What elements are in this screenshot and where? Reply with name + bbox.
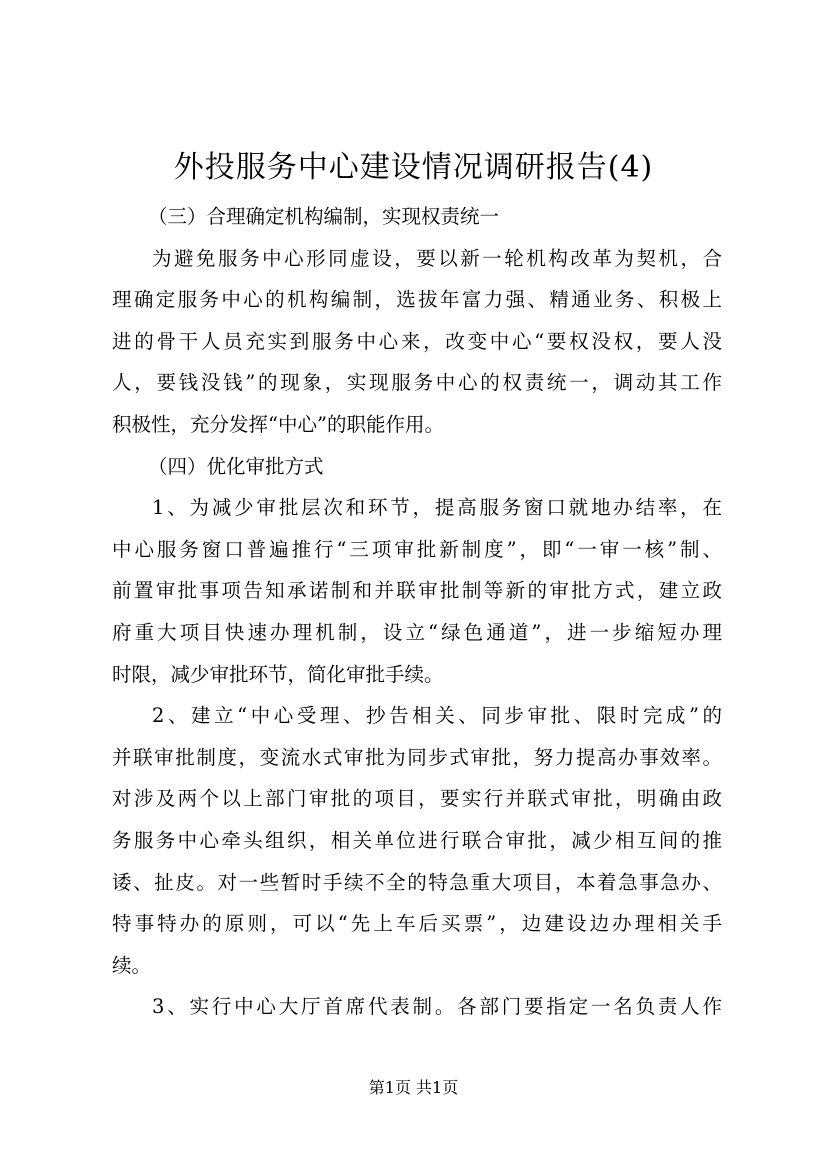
paragraph-line: 并联审批制度，变流水式审批为同步式审批，努力提高办事效率。	[112, 745, 722, 769]
paragraph-line: 理确定服务中心的机构编制，选拔年富力强、精通业务、积极上	[112, 288, 722, 312]
section-heading-3: （三）合理确定机构编制，实现权责统一	[148, 205, 500, 228]
paragraph-line: 进的骨干人员充实到服务中心来，改变中心“要权没权，要人没	[112, 329, 722, 353]
document-body	[112, 196, 722, 1028]
paragraph-line: 3、实行中心大厅首席代表制。各部门要指定一名负责人作	[152, 995, 722, 1019]
paragraph-line: 1、为减少审批层次和环节，提高服务窗口就地办结率，在	[152, 496, 722, 520]
paragraph-line: 前置审批事项告知承诺制和并联审批制等新的审批方式，建立政	[112, 579, 722, 603]
paragraph-line: 2、建立“中心受理、抄告相关、同步审批、限时完成”的	[152, 704, 722, 728]
paragraph-line: 中心服务窗口普遍推行“三项审批新制度”，即“一审一核”制、	[112, 537, 722, 561]
paragraph-line: 务服务中心牵头组织，相关单位进行联合审批，减少相互间的推	[112, 828, 722, 852]
paragraph-line: 积极性，充分发挥“中心”的职能作用。	[112, 412, 444, 436]
document-title: 外投服务中心建设情况调研报告(4)	[173, 150, 654, 185]
paragraph-line: 诿、扯皮。对一些暂时手续不全的特急重大项目，本着急事急办、	[112, 870, 722, 894]
paragraph-line: 特事特办的原则，可以“先上车后买票”，边建设边办理相关手	[112, 912, 722, 936]
paragraph-line: 时限，减少审批环节，简化审批手续。	[112, 662, 444, 686]
paragraph-line: 府重大项目快速办理机制，设立“绿色通道”，进一步缩短办理	[112, 620, 722, 644]
paragraph-line: 对涉及两个以上部门审批的项目，要实行并联式审批，明确由政	[112, 787, 722, 811]
paragraph-line: 为避免服务中心形同虚设，要以新一轮机构改革为契机，合	[152, 246, 722, 270]
page-number-footer: 第1页 共1页	[368, 1078, 459, 1097]
paragraph-line: 续。	[112, 953, 152, 977]
paragraph-line: 人，要钱没钱”的现象，实现服务中心的权责统一，调动其工作	[112, 371, 722, 395]
section-heading-4: （四）优化审批方式	[148, 454, 324, 478]
